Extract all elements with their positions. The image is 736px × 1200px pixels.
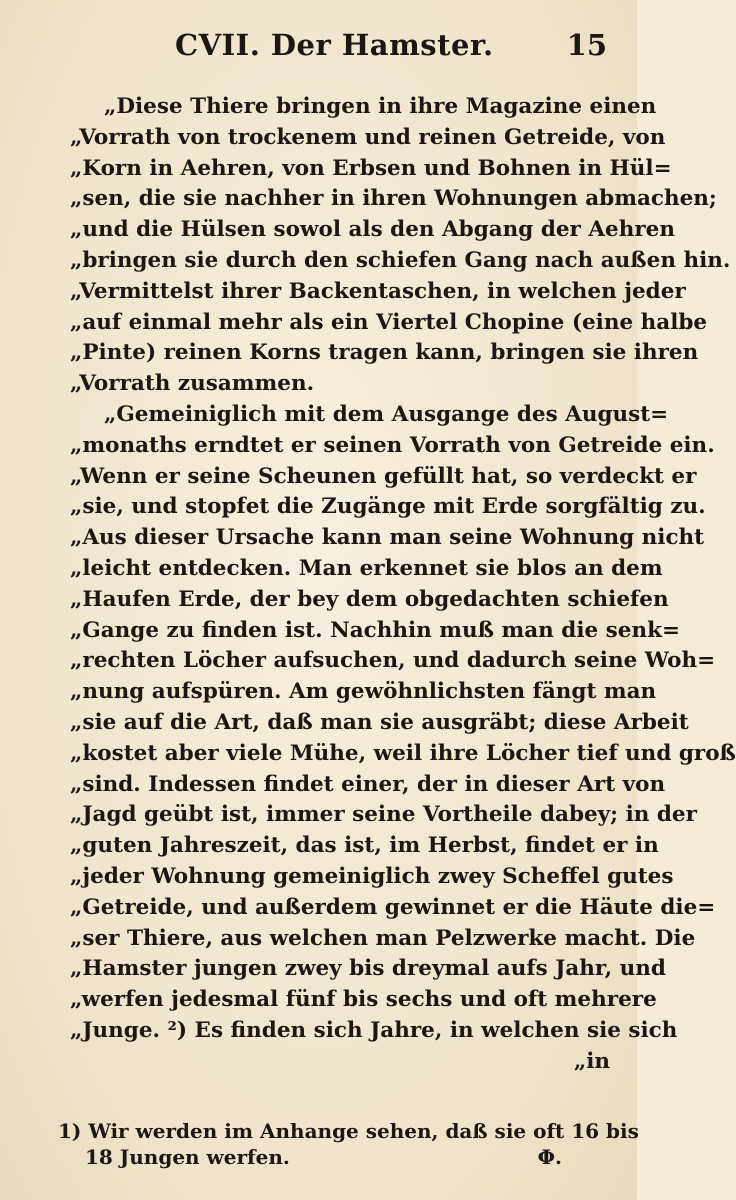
text-line: „Junge. ²) Es finden sich Jahre, in welchen sie sich	[70, 1017, 678, 1043]
page-header	[0, 28, 637, 68]
text-line: „sie auf die Art, daß man sie ausgräbt; diese Arbeit	[70, 709, 689, 735]
text-line: „Wenn er seine Scheunen gefüllt hat, so verdeckt er	[70, 463, 697, 489]
text-line: „Aus dieser Ursache kann man seine Wohnung nicht	[70, 525, 705, 551]
text-line: „auf einmal mehr als ein Viertel Chopine (eine halbe	[70, 309, 708, 335]
text-line: „rechten Löcher aufsuchen, und dadurch seine Woh=	[70, 648, 716, 674]
text-line: „Korn in Aehren, von Erbsen und Bohnen in Hül=	[70, 155, 672, 181]
text-line: „Gange zu finden ist. Nachhin muß man die senk=	[70, 617, 680, 643]
text-line: „Gemeiniglich mit dem Ausgange des August=	[104, 401, 669, 427]
signature-mark: Φ.	[537, 1145, 562, 1169]
text-line: „bringen sie durch den schiefen Gang nach außen hin.	[70, 247, 731, 273]
text-line: „Vorrath zusammen.	[70, 371, 315, 397]
text-line: „Getreide, und außerdem gewinnet er die Häute die=	[70, 894, 716, 920]
text-line: „monaths erndtet er seinen Vorrath von Getreide ein.	[70, 432, 715, 458]
text-line: „Haufen Erde, der bey dem obgedachten schiefen	[70, 586, 669, 612]
text-line: „ser Thiere, aus welchen man Pelzwerke macht. Die	[70, 925, 696, 951]
text-line: „Jagd geübt ist, immer seine Vortheile dabey; in der	[70, 802, 697, 828]
footnote-line: 18 Jungen werfen.	[85, 1145, 290, 1169]
body-text	[70, 92, 736, 1078]
running-title: CVII. Der Hamster.	[175, 28, 494, 62]
text-line: „werfen jedesmal fünf bis sechs und oft mehrere	[70, 987, 657, 1013]
text-line: „sie, und stopfet die Zugänge mit Erde sorgfältig zu.	[70, 494, 706, 520]
text-line: „guten Jahreszeit, das ist, im Herbst, findet er in	[70, 833, 659, 859]
text-line: „Diese Thiere bringen in ihre Magazine einen	[104, 94, 657, 119]
text-line: „leicht entdecken. Man erkennet sie blos an dem	[70, 555, 663, 581]
text-line: „sind. Indessen findet einer, der in dieser Art von	[70, 771, 666, 797]
text-line: „Pinte) reinen Korns tragen kann, bringen sie ihren	[70, 340, 699, 366]
text-line: „Hamster jungen zwey bis dreymal aufs Jahr, und	[70, 956, 666, 982]
text-line: „kostet aber viele Mühe, weil ihre Löcher tief und groß	[70, 740, 736, 766]
text-line: „und die Hülsen sowol als den Abgang der Aehren	[70, 217, 675, 243]
text-line: „Vermittelst ihrer Backentaschen, in welchen jeder	[70, 278, 686, 304]
text-line: „Vorrath von trockenem und reinen Getreide, von	[70, 124, 666, 150]
text-line: „sen, die sie nachher in ihren Wohnungen abmachen;	[70, 186, 717, 212]
text-line: „jeder Wohnung gemeiniglich zwey Scheffel gutes	[70, 863, 674, 889]
text-line: „nung aufspüren. Am gewöhnlichsten fängt man	[70, 679, 657, 705]
page-number: 15	[566, 28, 607, 62]
catchword: „in	[573, 1048, 610, 1074]
footnote-block	[58, 1118, 639, 1170]
footnote-line: 1) Wir werden im Anhange sehen, daß sie oft 16 bis	[58, 1119, 639, 1143]
